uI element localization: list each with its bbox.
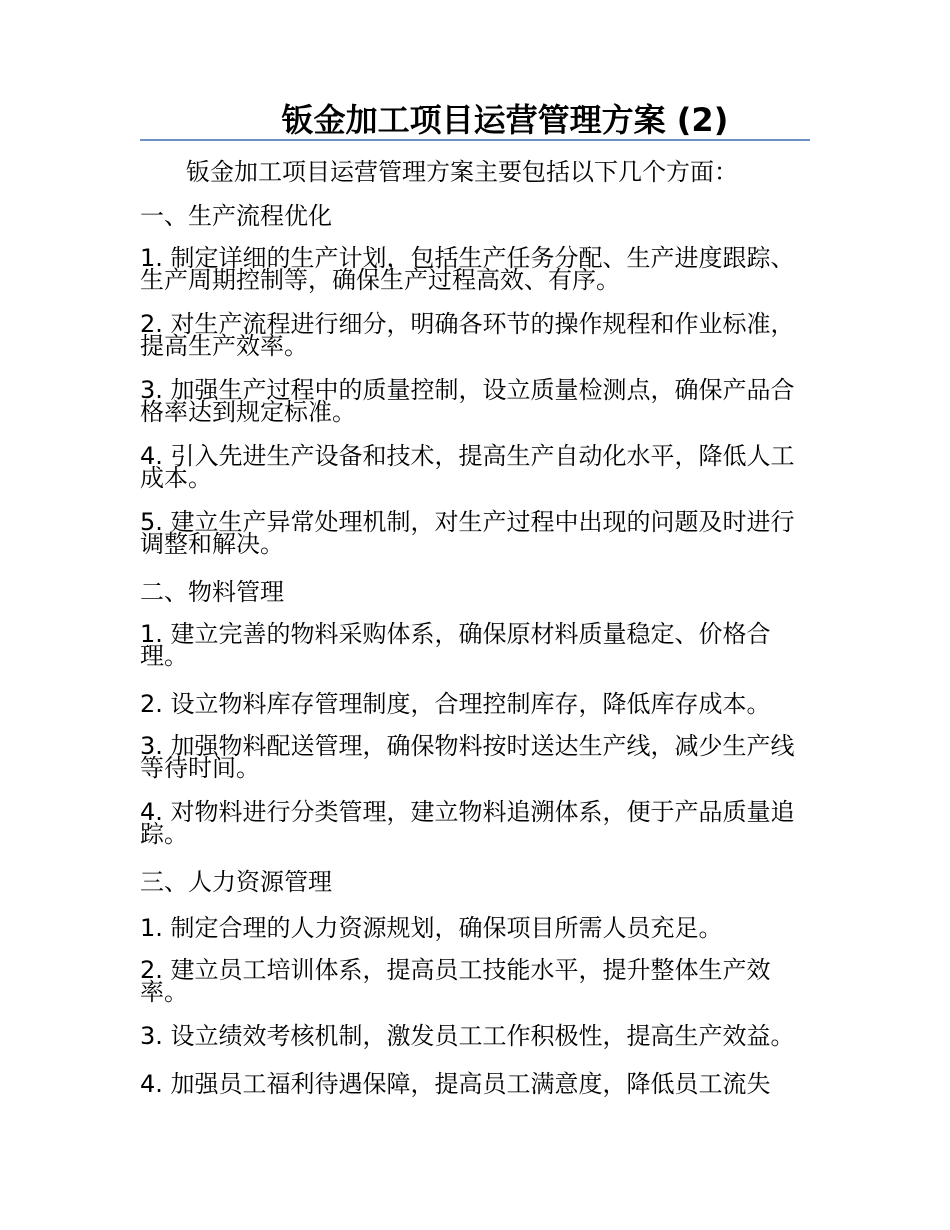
title-underline	[140, 139, 810, 141]
list-item: 4. 加强员工福利待遇保障，提高员工满意度，降低员工流失	[140, 1070, 771, 1098]
list-item: 3. 加强物料配送管理，确保物料按时送达生产线，减少生产线等待时间。	[140, 732, 795, 782]
document-body	[140, 155, 800, 1115]
list-item: 3. 加强生产过程中的质量控制，设立质量检测点，确保产品合格率达到规定标准。	[140, 376, 795, 426]
section-heading: 一、生产流程优化	[140, 202, 332, 230]
list-item: 5. 建立生产异常处理机制，对生产过程中出现的问题及时进行调整和解决。	[140, 508, 795, 558]
list-item: 1. 制定合理的人力资源规划，确保项目所需人员充足。	[140, 914, 723, 942]
list-item: 1. 建立完善的物料采购体系，确保原材料质量稳定、价格合理。	[140, 620, 771, 670]
intro-paragraph: 钣金加工项目运营管理方案主要包括以下几个方面：	[186, 158, 738, 186]
section-heading: 三、人力资源管理	[140, 868, 332, 896]
list-item: 2. 对生产流程进行细分，明确各环节的操作规程和作业标准，提高生产效率。	[140, 310, 795, 360]
section-heading: 二、物料管理	[140, 578, 284, 606]
list-item: 1. 制定详细的生产计划，包括生产任务分配、生产进度跟踪、生产周期控制等，确保生产过程高效、有序。	[140, 244, 795, 294]
document-title: 钣金加工项目运营管理方案 (2)	[281, 101, 729, 139]
list-item: 3. 设立绩效考核机制，激发员工工作积极性，提高生产效益。	[140, 1022, 795, 1050]
list-item: 2. 建立员工培训体系，提高员工技能水平，提升整体生产效率。	[140, 956, 771, 1006]
list-item: 2. 设立物料库存管理制度，合理控制库存，降低库存成本。	[140, 690, 771, 718]
list-item: 4. 引入先进生产设备和技术，提高生产自动化水平，降低人工成本。	[140, 442, 795, 492]
list-item: 4. 对物料进行分类管理，建立物料追溯体系，便于产品质量追踪。	[140, 798, 795, 848]
